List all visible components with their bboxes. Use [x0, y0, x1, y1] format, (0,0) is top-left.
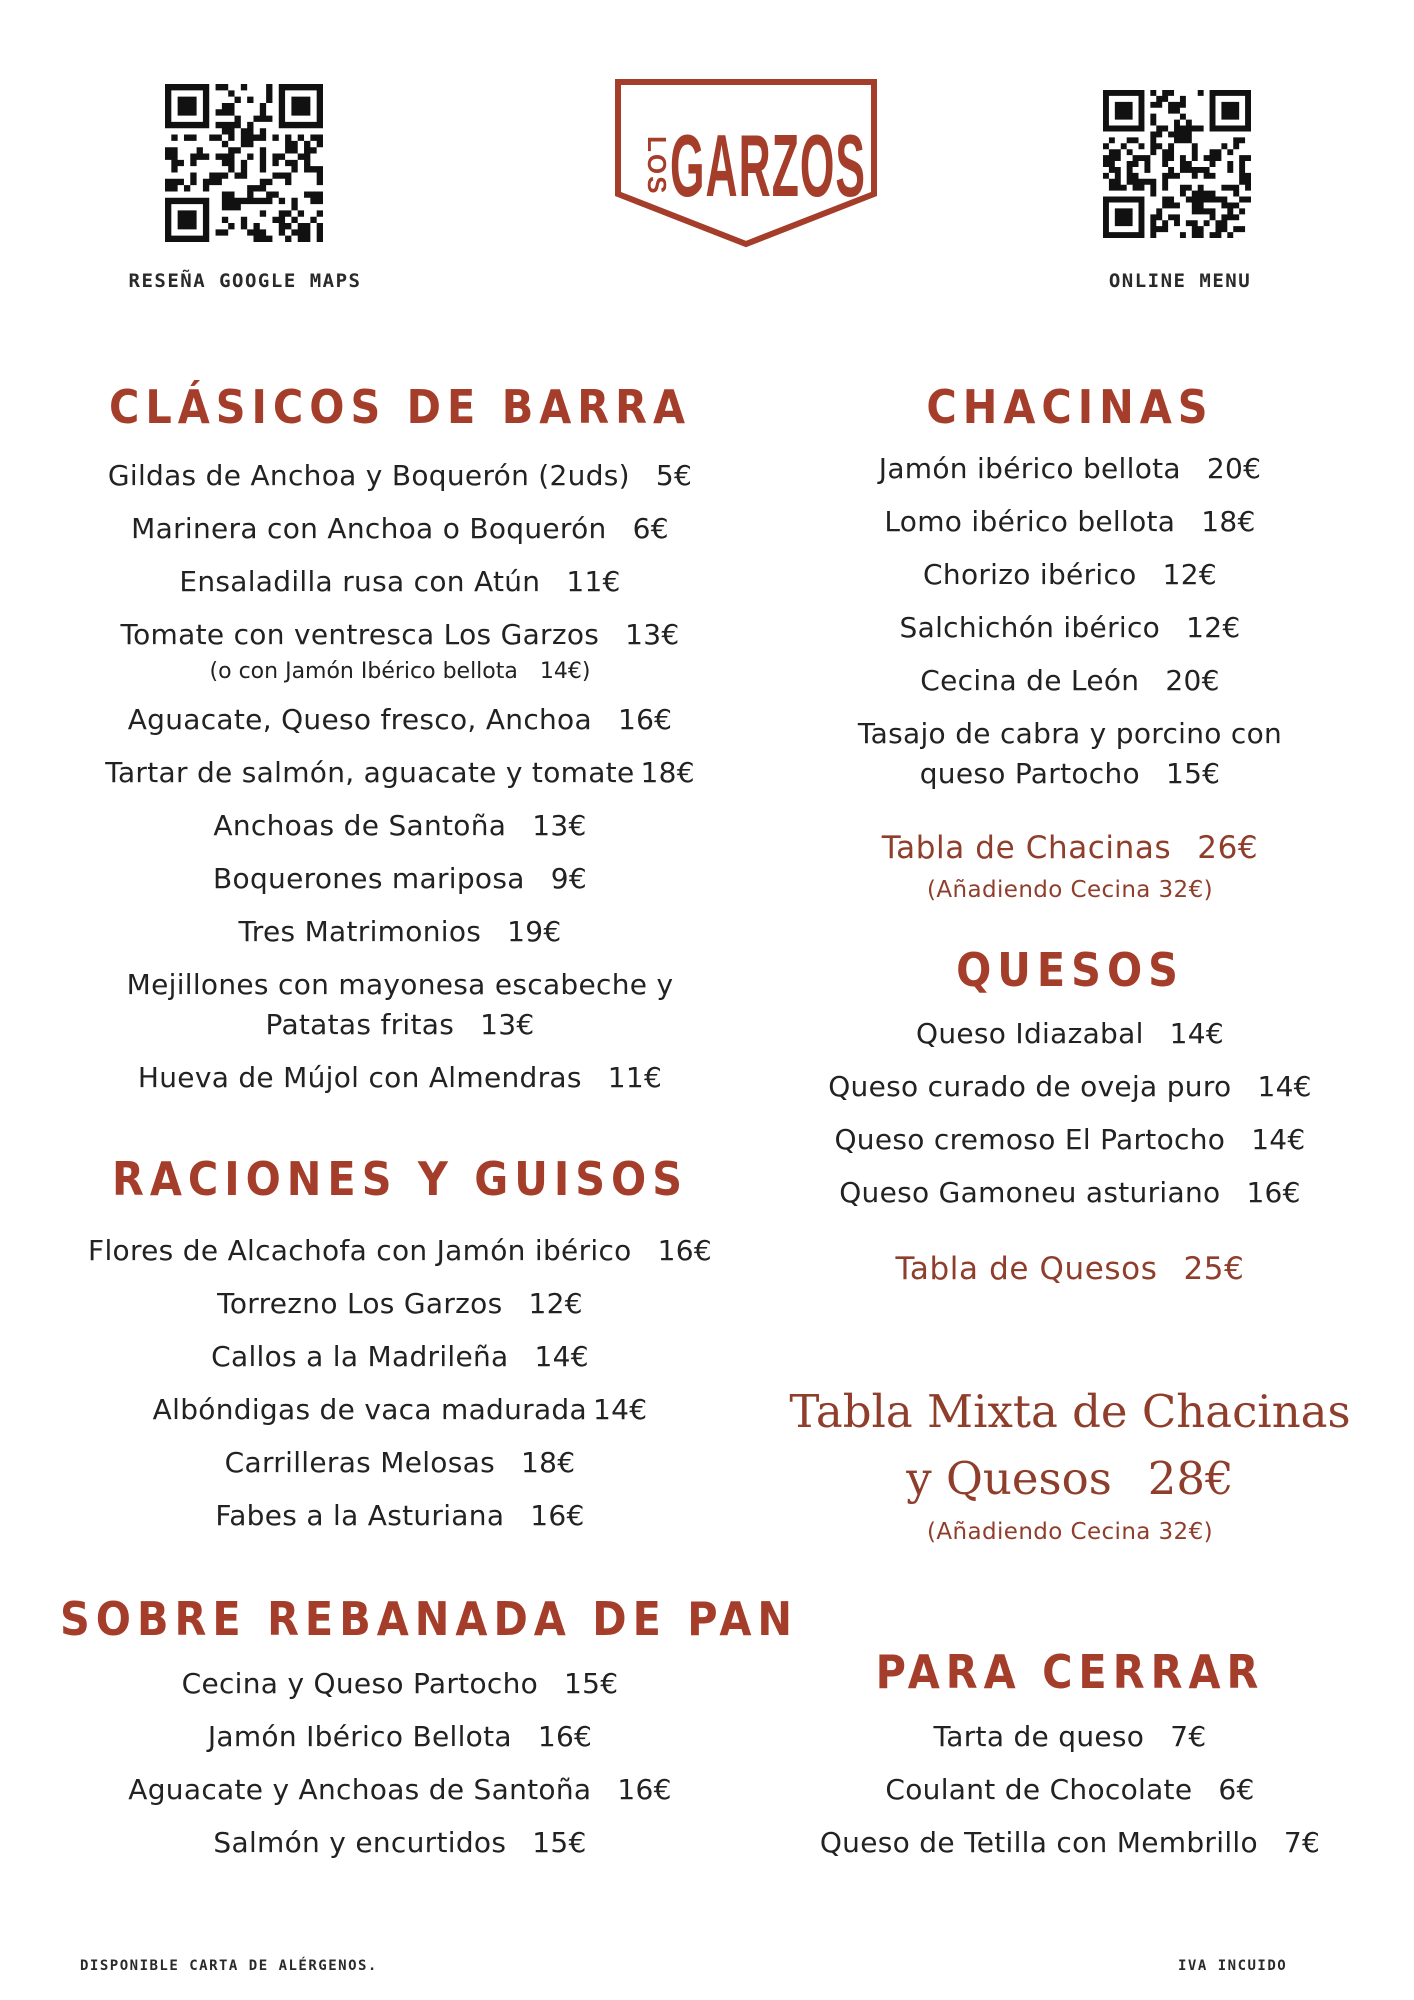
menu-item: Carrilleras Melosas 18€: [224, 1446, 576, 1479]
menu-right-column: [760, 0, 1380, 2000]
qr-right-label: ONLINE MENU: [1108, 270, 1252, 292]
menu-item: queso Partocho 15€: [919, 757, 1221, 790]
menu-item: Mejillones con mayonesa escabeche y: [126, 968, 674, 1001]
menu-item: Queso de Tetilla con Membrillo 7€: [819, 1826, 1321, 1859]
menu-item: Jamón Ibérico Bellota 16€: [207, 1720, 593, 1753]
menu-left-column: [60, 0, 799, 2000]
menu-item: Cecina de León 20€: [920, 664, 1220, 697]
section-title-rebanada: SOBRE REBANADA DE PAN: [60, 1592, 799, 1646]
menu-item: Lomo ibérico bellota 18€: [884, 505, 1256, 538]
menu-item: Tres Matrimonios 19€: [238, 915, 562, 948]
section-title-quesos: QUESOS: [956, 943, 1184, 997]
menu-item: Salmón y encurtidos 15€: [213, 1826, 587, 1859]
menu-item: Tasajo de cabra y porcino con: [857, 717, 1283, 750]
logo-text-garzos: GARZOS: [670, 116, 866, 215]
menu-item: Tarta de queso 7€: [933, 1720, 1207, 1753]
section-title-chacinas: CHACINAS: [926, 380, 1214, 434]
menu-item: Torrezno Los Garzos 12€: [217, 1287, 583, 1320]
menu-item: Queso Gamoneu asturiano 16€: [839, 1176, 1301, 1209]
menu-item: Queso curado de oveja puro 14€: [828, 1070, 1312, 1103]
menu-item: Hueva de Mújol con Almendras 11€: [137, 1061, 663, 1094]
menu-item: Tomate con ventresca Los Garzos 13€: [120, 618, 680, 651]
section-title-cerrar: PARA CERRAR: [875, 1645, 1265, 1699]
menu-item: Chorizo ibérico 12€: [923, 558, 1217, 591]
menu-item: Queso cremoso El Partocho 14€: [834, 1123, 1306, 1156]
tabla-chacinas-note: (Añadiendo Cecina 32€): [927, 877, 1213, 903]
tabla-mixta-title-line2: y Quesos 28€: [906, 1452, 1234, 1505]
menu-item: Aguacate y Anchoas de Santoña 16€: [128, 1773, 672, 1806]
menu-item-variant: (o con Jamón Ibérico bellota 14€): [209, 659, 591, 684]
menu-item: Boquerones mariposa 9€: [213, 862, 587, 895]
footer-vat-note: IVA INCUIDO: [1178, 1958, 1288, 1974]
tabla-chacinas: Tabla de Chacinas 26€: [881, 830, 1259, 866]
menu-item: Patatas fritas 13€: [265, 1008, 535, 1041]
menu-item: Coulant de Chocolate 6€: [885, 1773, 1255, 1806]
menu-item: Jamón ibérico bellota 20€: [878, 452, 1262, 485]
menu-item: Salchichón ibérico 12€: [899, 611, 1241, 644]
menu-item: Anchoas de Santoña 13€: [213, 809, 587, 842]
menu-item: Cecina y Queso Partocho 15€: [181, 1667, 619, 1700]
section-title-clasicos: CLÁSICOS DE BARRA: [108, 380, 692, 434]
menu-item: Gildas de Anchoa y Boquerón (2uds) 5€: [107, 459, 693, 492]
qr-left-label: RESEÑA GOOGLE MAPS: [128, 270, 362, 292]
logo-text-los: LOS: [642, 136, 672, 196]
tabla-mixta-note: (Añadiendo Cecina 32€): [927, 1519, 1213, 1545]
menu-item: Fabes a la Asturiana 16€: [215, 1499, 585, 1532]
menu-item: Marinera con Anchoa o Boquerón 6€: [131, 512, 669, 545]
menu-item: Ensaladilla rusa con Atún 11€: [179, 565, 621, 598]
menu-item: Tartar de salmón, aguacate y tomate 18€: [105, 756, 695, 789]
tabla-mixta-title: Tabla Mixta de Chacinas: [789, 1385, 1351, 1438]
menu-item: Flores de Alcachofa con Jamón ibérico 16€: [88, 1234, 712, 1267]
menu-item: Callos a la Madrileña 14€: [211, 1340, 589, 1373]
tabla-quesos: Tabla de Quesos 25€: [895, 1251, 1245, 1287]
menu-item: Queso Idiazabal 14€: [915, 1017, 1224, 1050]
footer-allergens-note: DISPONIBLE CARTA DE ALÉRGENOS.: [80, 1958, 378, 1974]
menu-item: Albóndigas de vaca madurada 14€: [152, 1393, 648, 1426]
section-title-raciones: RACIONES Y GUISOS: [111, 1152, 689, 1206]
menu-item: Aguacate, Queso fresco, Anchoa 16€: [127, 703, 673, 736]
